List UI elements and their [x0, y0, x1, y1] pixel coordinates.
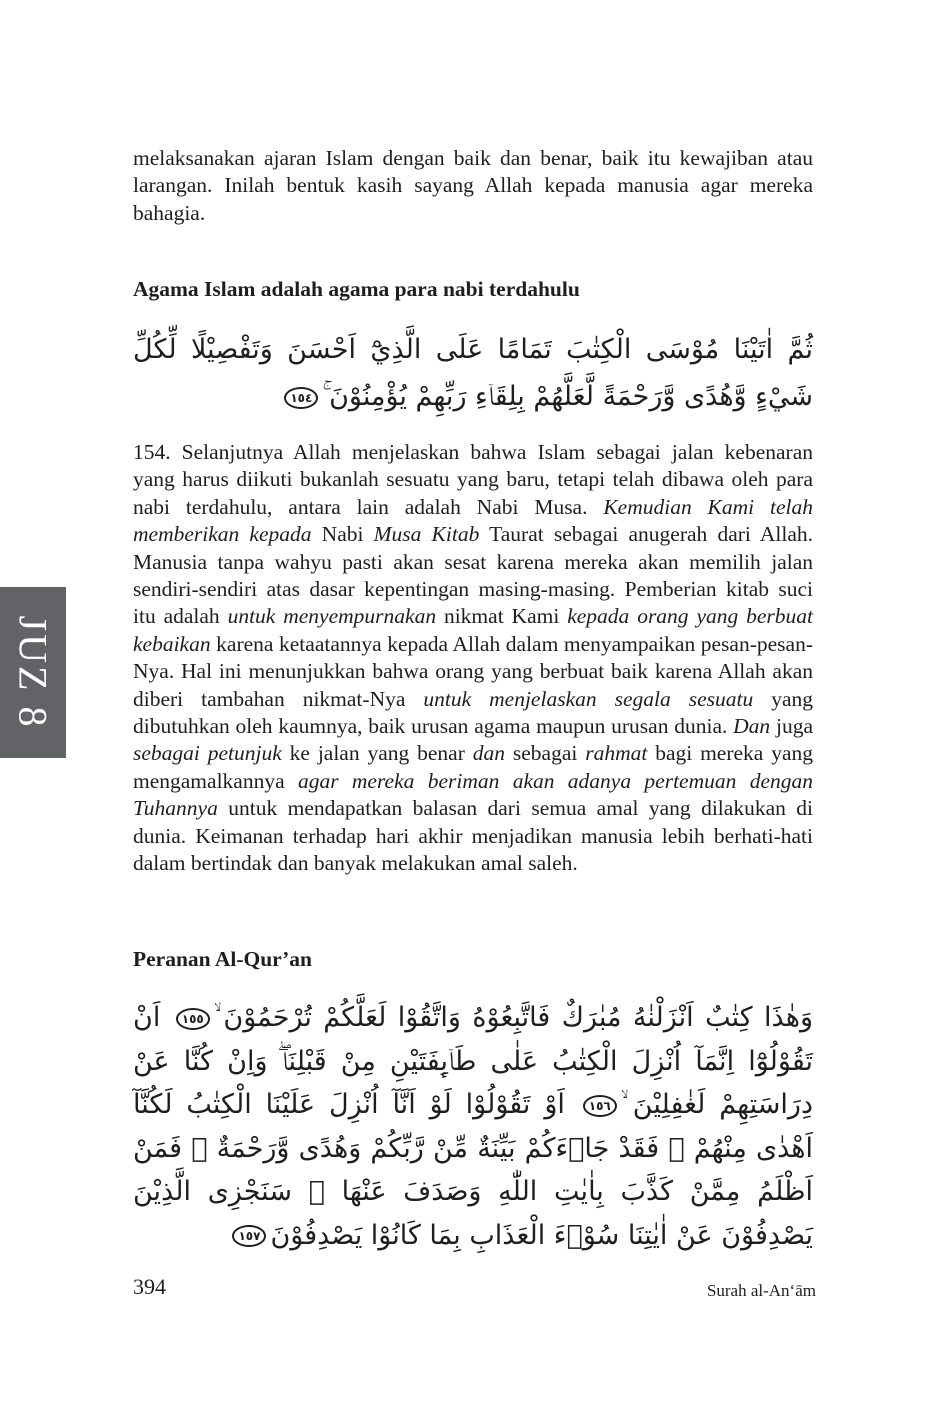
- italic-translation-segment: Dan: [733, 714, 771, 739]
- italic-translation-segment: rahmat: [585, 741, 648, 766]
- intro-paragraph: melaksanakan ajaran Islam dengan baik dan benar, baik itu kewajiban atau larangan. Inilah bentuk kasih sayang Allah kepada manusia agar mereka bahagia.: [133, 146, 813, 225]
- italic-translation-segment: untuk menyempurnakan: [227, 604, 437, 629]
- tafsir-text-segment: 154. Selanjutnya Allah menjelaskan bahwa Islam sebagai jalan kebenaran yang harus diikuti bukanlah sesuatu yang baru, tetapi telah dibawa oleh para nabi terdahulu, antara lain adalah Nabi Musa.: [133, 440, 813, 519]
- italic-translation-segment: untuk menjelaskan segala sesuatu: [423, 686, 754, 711]
- italic-translation-segment: agar mereka beriman akan adanya pertemuan dengan Tuhannya: [133, 768, 813, 821]
- tafsir-text-segment: ke jalan yang benar: [281, 741, 473, 766]
- italic-translation-segment: sebagai petunjuk: [133, 741, 282, 766]
- ayah-number-marker: ١٥٥: [176, 1008, 210, 1030]
- tafsir-text-segment: nikmat Kami: [436, 604, 568, 629]
- page-number: 394: [133, 1274, 166, 1299]
- juz-label: JUZ 8: [10, 615, 56, 730]
- juz-side-tab: [0, 587, 66, 758]
- section-heading: Peranan Al-Qur’an: [133, 947, 312, 971]
- arabic-verse-text: اَنْ تَقُوْلُوْٓا اِنَّمَآ اُنْزِلَ الْكِتٰبُ عَلٰى طَاۤىِٕفَتَيْنِ مِنْ قَبْلِنَاۖ وَاِنْ كُنَّا عَنْ دِرَاسَتِهِمْ لَغٰفِلِيْنَ ۙ: [133, 1002, 813, 1120]
- section-heading: Agama Islam adalah agama para nabi terdahulu: [133, 277, 580, 301]
- tafsir-text-segment: untuk mendapatkan balasan dari semua amal yang dilakukan di dunia. Keimanan terhadap hari akhir menjadikan manusia lebih berhati-hati dalam bertindak dan banyak melakukan amal saleh.: [133, 796, 813, 876]
- running-footer-surah: Surah al-An‘ām: [706, 1281, 816, 1300]
- tafsir-text-segment: bagi mereka yang mengamalkannya: [133, 741, 813, 793]
- tafsir-text-segment: Taurat sebagai anugerah dari Allah. Manusia tanpa wahyu pasti akan sesat karena mereka akan memilih jalan sendiri-sendiri atas dasar kepentingan masing-masing. Pemberian kitab suci itu adalah: [133, 522, 813, 629]
- arabic-verse-text: ثُمَّ اٰتَيْنَا مُوْسَى الْكِتٰبَ تَمَامًا عَلَى الَّذِيْٓ اَحْسَنَ وَتَفْصِيْلًا لِّكُلِّ شَيْءٍ وَّهُدًى وَّرَحْمَةً لَّعَلَّهُمْ بِلِقَاۤءِ رَبِّهِمْ يُؤْمِنُوْنَ ۚ: [133, 334, 813, 412]
- italic-translation-segment: kepada orang yang berbuat kebaikan: [133, 604, 813, 656]
- ayah-number-marker: ١٥٦: [583, 1095, 617, 1117]
- tafsir-paragraph: [133, 439, 813, 878]
- tafsir-text-segment: Nabi: [311, 522, 374, 547]
- italic-translation-segment: Kemudian Kami telah memberikan kepada: [133, 494, 813, 547]
- arabic-verse-text: وَهٰذَا كِتٰبٌ اَنْزَلْنٰهُ مُبٰرَكٌ فَاتَّبِعُوْهُ وَاتَّقُوْا لَعَلَّكُمْ تُرْحَمُوْنَ ۙ: [213, 1002, 813, 1033]
- arabic-verse-text: اَوْ تَقُوْلُوْا لَوْ اَنَّآ اُنْزِلَ عَلَيْنَا الْكِتٰبُ لَكُنَّآ اَهْدٰى مِنْهُمْ ۚ فَقَدْ جَاۤءَكُمْ بَيِّنَةٌ مِّنْ رَّبِّكُمْ وَهُدًى وَّرَحْمَةٌ ۚ فَمَنْ اَظْلَمُ مِمَّنْ كَذَّبَ بِاٰيٰتِ اللّٰهِ وَصَدَفَ عَنْهَا ۗ سَنَجْزِى الَّذِيْنَ يَصْدِفُوْنَ عَنْ اٰيٰتِنَا سُوْۤءَ الْعَذَابِ بِمَا كَانُوْا يَصْدِفُوْنَ: [133, 1089, 813, 1251]
- tafsir-text-segment: sebagai: [505, 741, 586, 766]
- tafsir-text-segment: karena ketaatannya kepada Allah dalam menyampaikan pesan-pesan-Nya. Hal ini menunjukkan bahwa orang yang berbuat baik karena Allah akan diberi tambahan nikmat-Nya: [133, 631, 813, 711]
- arabic-verse-block: [133, 996, 813, 1257]
- italic-translation-segment: dan: [472, 741, 505, 766]
- tafsir-text-segment: juga: [770, 714, 813, 739]
- ayah-number-marker: ١٥٤: [284, 387, 318, 409]
- tafsir-text-segment: yang dibutuhkan oleh kaumnya, baik urusan agama maupun urusan dunia.: [133, 686, 813, 739]
- italic-translation-segment: Musa Kitab: [373, 522, 480, 547]
- ayah-number-marker: ١٥٧: [232, 1225, 266, 1247]
- arabic-verse-block: [133, 326, 813, 420]
